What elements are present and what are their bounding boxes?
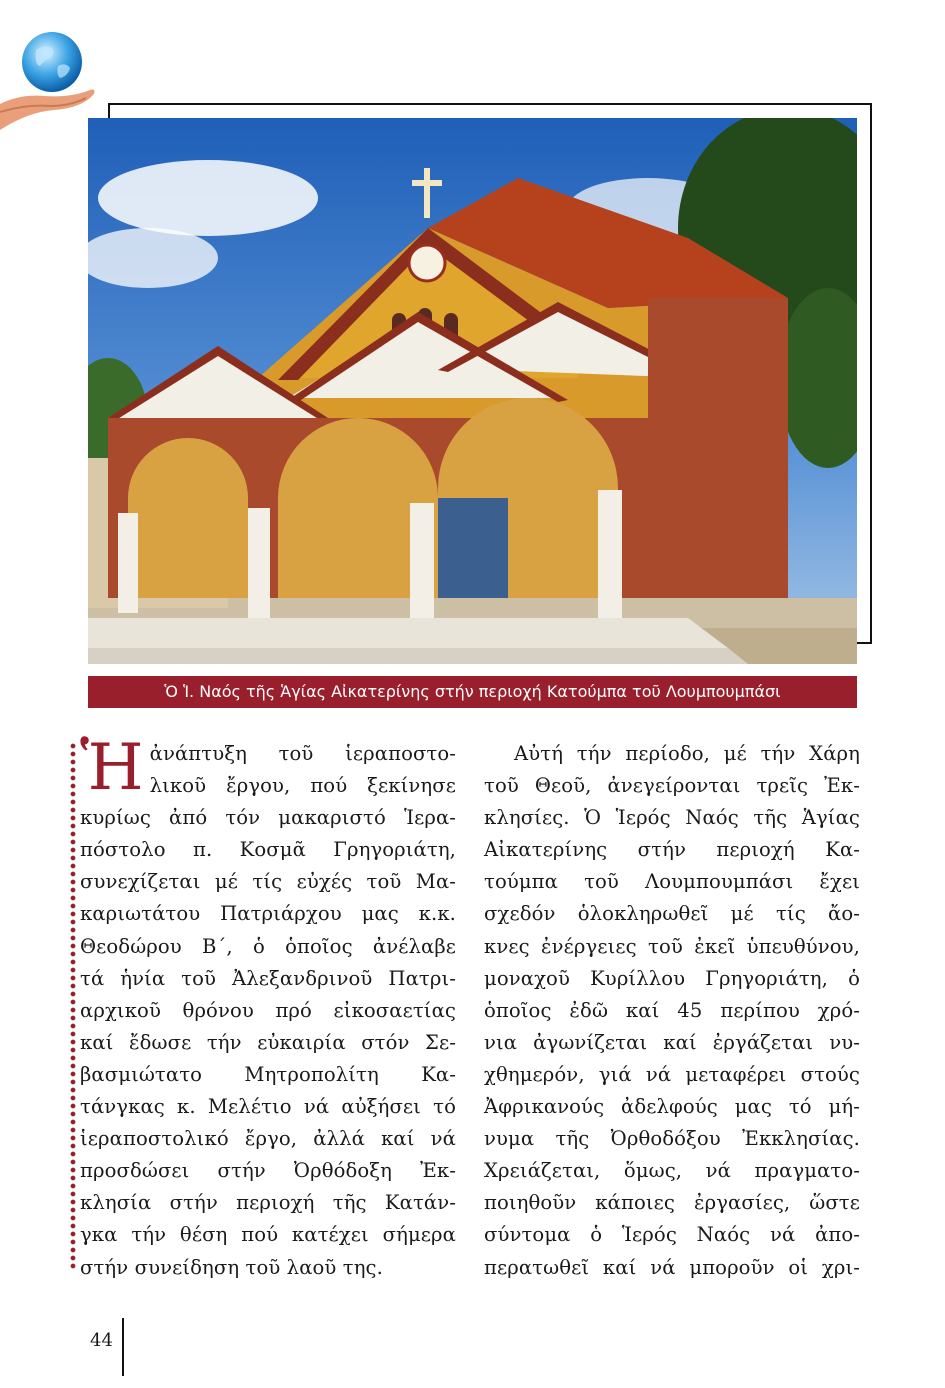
- text-line: Χρειάζεται, ὅμως, νά πραγματο-: [484, 1159, 860, 1183]
- text-line: Αὐτή τήν περίοδο, μέ τήν Χάρη: [514, 742, 860, 765]
- first-paragraph-opening: [80, 731, 456, 805]
- text-line: προσδώσει στήν Ὀρθόδοξη Ἐκ-: [80, 1159, 456, 1183]
- text-line: τά ἡνία τοῦ Ἀλεξανδρινοῦ Πατρι-: [80, 966, 456, 990]
- text-line: τάνγκας κ. Μελέτιο νά αὐξήσει τό: [80, 1095, 456, 1119]
- text-line: κυρίως ἀπό τόν μακαριστό Ἱερα-: [80, 806, 456, 830]
- text-line: Ἀφρικανούς ἀδελφούς μας τό μή-: [484, 1095, 860, 1119]
- left-column: [80, 731, 456, 1284]
- text-line: καριωτάτου Πατριάρχου μας κ.κ.: [80, 902, 456, 926]
- text-line: στήν συνείδηση τοῦ λαοῦ της.: [80, 1255, 383, 1279]
- text-line: ἀνάπτυξη τοῦ ἱεραποστο-: [149, 742, 456, 765]
- text-line: ἱεραποστολικό ἔργο, ἀλλά καί νά: [80, 1127, 456, 1151]
- text-line: μοναχοῦ Κυρίλλου Γρηγοριάτη, ὁ: [484, 966, 860, 990]
- text-line: τοῦ Θεοῦ, ἀνεγείρονται τρεῖς Ἐκ-: [484, 774, 860, 798]
- text-line: κλησία στήν περιοχή τῆς Κατάν-: [80, 1191, 456, 1215]
- text-line: βασμιώτατο Μητροπολίτη Κα-: [80, 1062, 456, 1086]
- drop-cap: Ἡ: [80, 731, 144, 805]
- text-line: Αἰκατερίνης στήν περιοχή Κα-: [484, 838, 860, 862]
- text-line: σχεδόν ὁλοκληρωθεῖ μέ τίς ἄο-: [484, 902, 860, 926]
- text-line: πόστολο π. Κοσμᾶ Γρηγοριάτη,: [80, 838, 456, 862]
- text-line: καί ἔδωσε τήν εὐκαιρία στόν Σε-: [80, 1030, 456, 1054]
- photo-caption: Ὁ Ἱ. Ναός τῆς Ἁγίας Αἰκατερίνης στήν περιοχή Κατούμπα τοῦ Λουμπουμπάσι: [88, 676, 857, 708]
- church-photo: [88, 118, 857, 664]
- text-line: κνες ἐνέργειες τοῦ ἐκεῖ ὑπευθύνου,: [484, 934, 860, 958]
- text-line: ποιηθοῦν κάποιες ἐργασίες, ὥστε: [484, 1191, 860, 1215]
- text-line: αρχικοῦ θρόνου πρό εἰκοσαετίας: [80, 998, 456, 1022]
- right-column: [484, 738, 860, 1284]
- page-number: 44: [90, 1330, 113, 1351]
- text-line: κλησίες. Ὁ Ἱερός Ναός τῆς Ἁγίας: [484, 806, 860, 830]
- text-line: συνεχίζεται μέ τίς εὐχές τοῦ Μα-: [80, 870, 456, 894]
- text-line: λικοῦ ἔργου, πού ξεκίνησε: [149, 774, 456, 798]
- dotted-divider: [70, 742, 76, 1270]
- globe-hand-logo: [0, 26, 104, 130]
- text-line: χθημερόν, γιά νά μεταφέρει στούς: [484, 1062, 860, 1086]
- text-line: περατωθεῖ καί νά μπορoῦν οἱ χρι-: [484, 1255, 860, 1279]
- text-line: νια ἀγωνίζεται καί ἐργάζεται νυ-: [484, 1030, 860, 1054]
- text-line: τούμπα τοῦ Λουμπουμπάσι ἔχει: [484, 870, 860, 894]
- text-line: Θεοδώρου Β΄, ὁ ὁποῖος ἀνέλαβε: [80, 934, 456, 958]
- page-number-rule: [122, 1318, 124, 1376]
- text-line: ὁποῖος ἐδῶ καί 45 περίπου χρό-: [484, 998, 860, 1022]
- text-line: γκα τήν θέση πού κατέχει σήμερα: [80, 1223, 456, 1247]
- text-line: σύντομα ὁ Ἱερός Ναός νά ἀπο-: [484, 1223, 860, 1247]
- text-line: νυμα τῆς Ὀρθοδόξου Ἐκκλησίας.: [484, 1127, 860, 1151]
